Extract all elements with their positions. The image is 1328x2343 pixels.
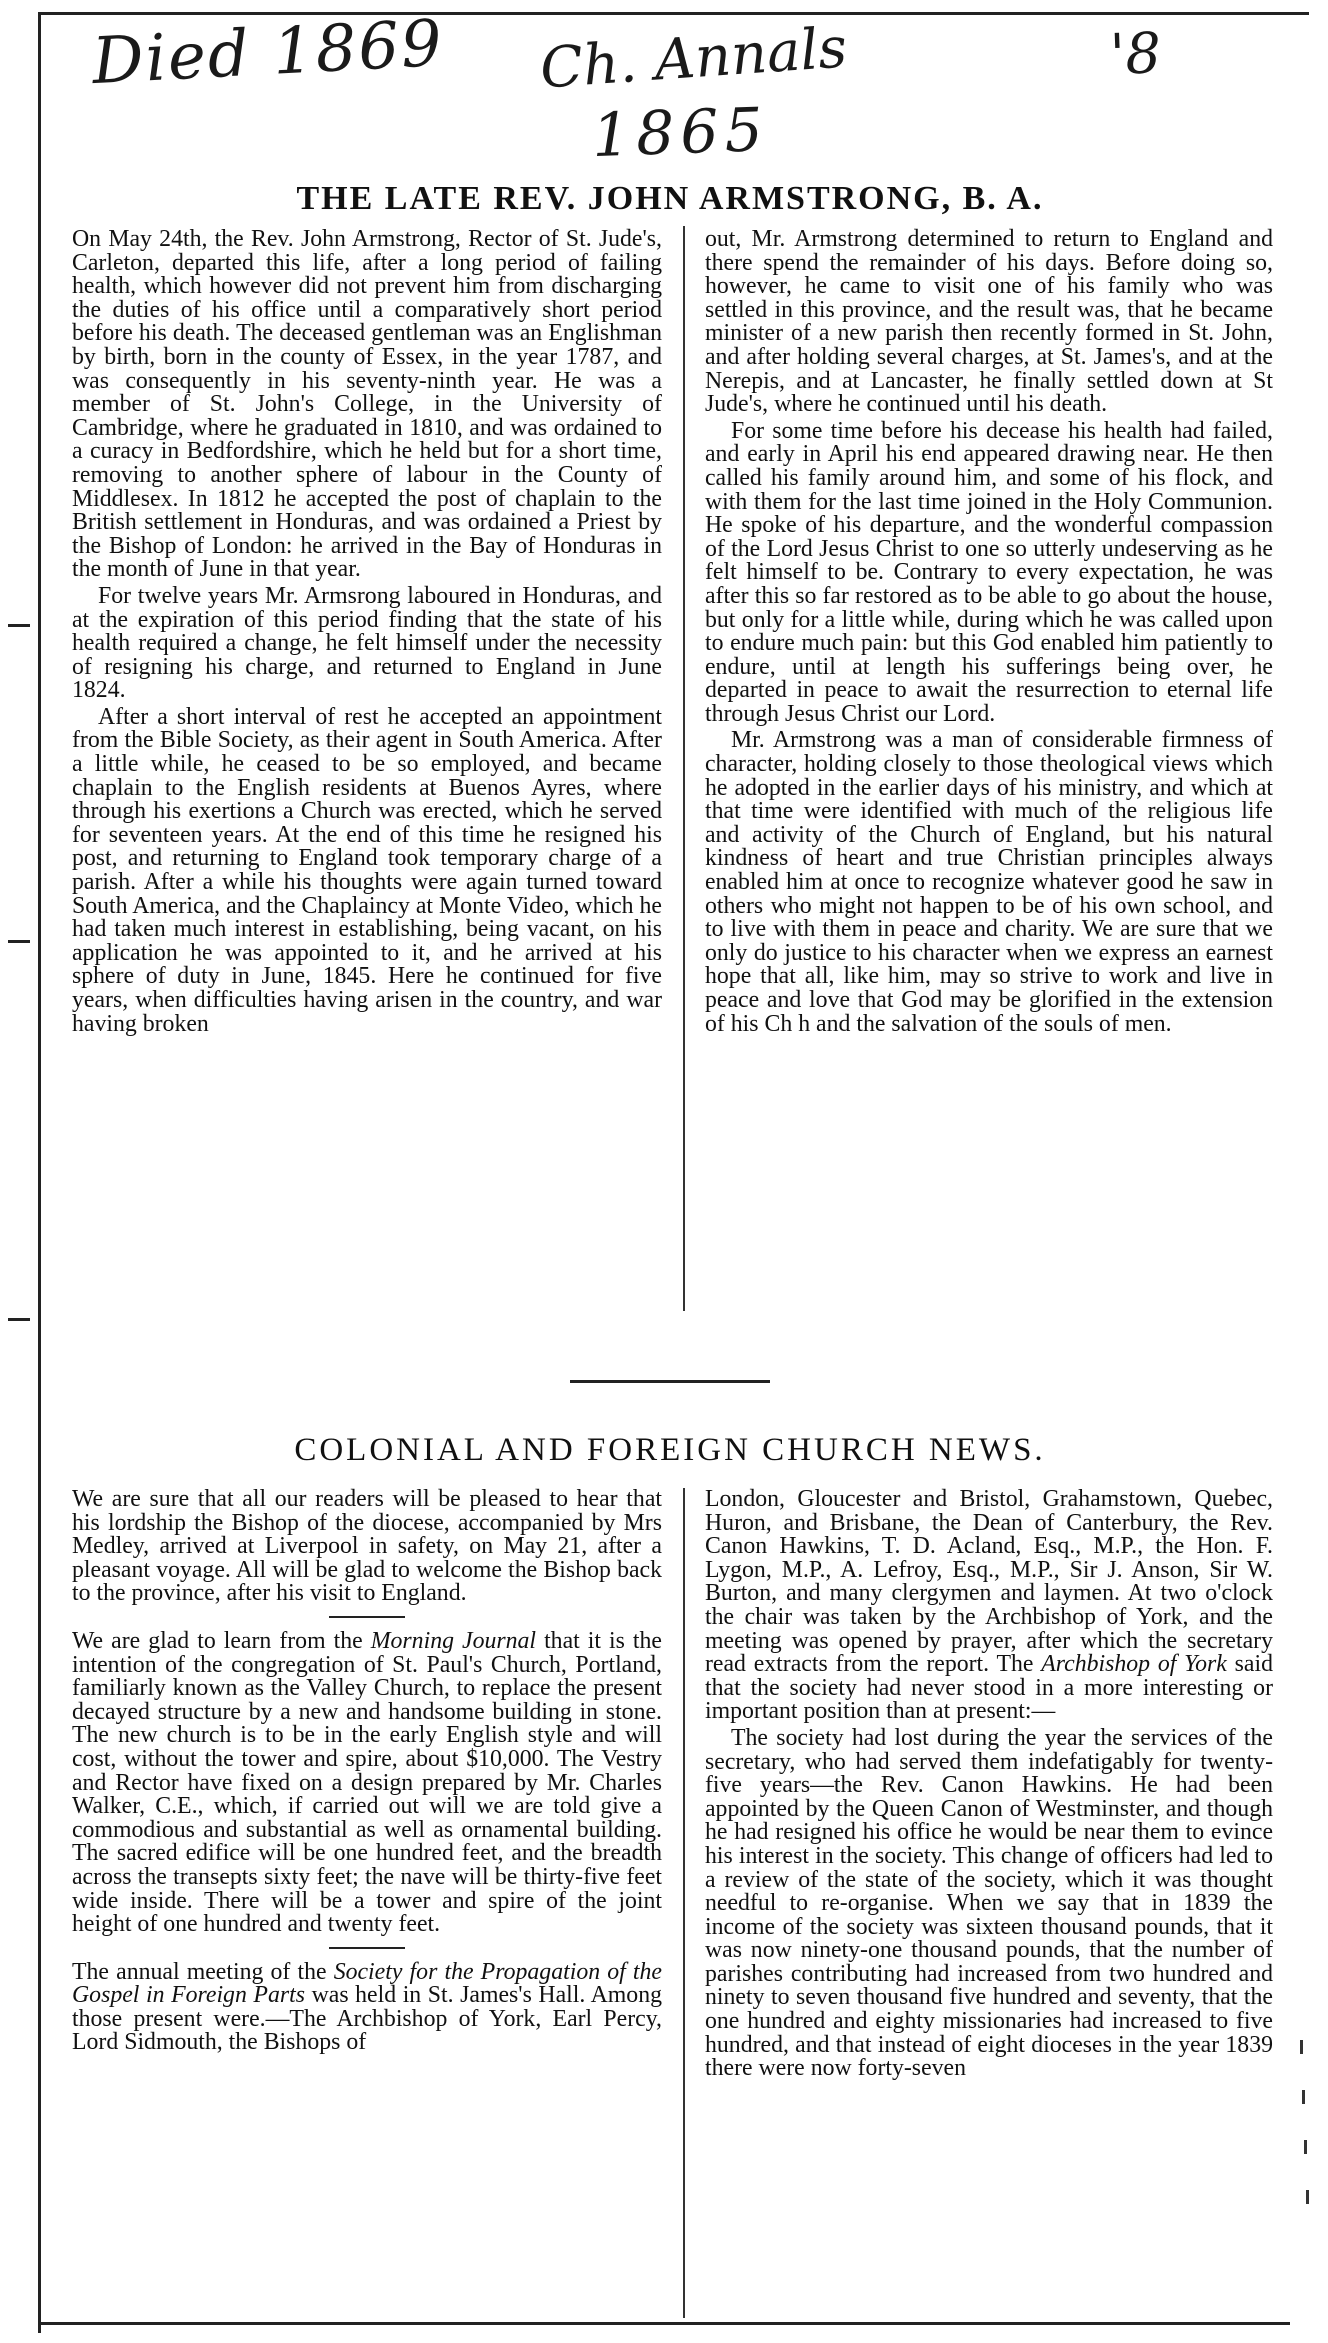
news-item (72, 1958, 662, 2056)
paragraph: For twelve years Mr. Armsrong laboured in Honduras, and at the expiration of this period finding that the state of his health required a change, he felt himself under the necessity of resigning his charge, and returned to England in June 1824. (72, 582, 662, 704)
scan-speck (1304, 2140, 1307, 2154)
handwritten-year: 1865 (590, 94, 770, 172)
margin-mark (8, 624, 30, 627)
section-separator (570, 1380, 770, 1383)
scan-speck (1306, 2190, 1309, 2204)
item-separator (329, 1616, 405, 1618)
text-run: that it is the intention of the congregation of St. Paul's Church, Portland, familiarly known as the Valley Church, to replace the present decayed structure by a new and handsome building in stone. The new church is to be in the early English style and will cost, without the tower and spire, about $10,000. The Vestry and Rector have fixed on a design prepared by Mr. Charles Walker, C.E., which, if carried out will we are told give a commodious and substantial as well as ornamental building. The sacred edifice will be one hundred feet, and the breadth across the transepts sixty feet; the nave will be thirty-five feet wide inside. There will be a tower and spire of the joint height of one hundred and twenty feet. (72, 1627, 662, 1938)
paragraph (705, 1488, 1273, 1724)
article-2-column-2 (705, 1488, 1273, 2328)
article-2-title: COLONIAL AND FOREIGN CHURCH NEWS. (294, 1432, 1046, 1468)
article-1-title: THE LATE REV. JOHN ARMSTRONG, B. A. (296, 180, 1044, 217)
text-run: We are glad to learn from the (72, 1627, 371, 1654)
handwritten-note-right: '8 (1108, 21, 1163, 88)
scan-speck (1302, 2090, 1305, 2104)
scan-speck (1300, 2040, 1303, 2054)
article-1-column-1 (72, 228, 662, 1308)
margin-mark (8, 940, 30, 943)
paragraph: The society had lost during the year the services of the secretary, who had served them indefatigably for twenty-five years—the Rev. Canon Hawkins. He had been appointed by the Queen Canon of Westminster, and though he had resigned his office he would be near them to evince his interest in the society. This change of officers had led to a review of the state of the society, which it was thought needful to re-organise. When we say that in 1839 the income of the society was sixteen thousand pounds, that it was now ninety-one thousand pounds, that the number of parishes contributing had increased from two hundred and ninety to seven thousand five hundred and seventy, that the one hundred and eighty missionaries had increased to five hundred, and that instead of eight dioceses in the year 1839 there were now forty-seven (705, 1724, 1273, 2082)
paragraph: On May 24th, the Rev. John Armstrong, Rector of St. Jude's, Carleton, departed this life, after a long period of failing health, which however did not prevent him from discharging the duties of his office until a comparatively short period before his death. The deceased gentleman was an Englishman by birth, born in the county of Essex, in the year 1787, and was consequently in his seventy-ninth year. He was a member of St. John's College, in the University of Cambridge, where he graduated in 1810, and was ordained to a curacy in Bedfordshire, which he held but for a short time, removing to another sphere of labour in the County of Middlesex. In 1812 he accepted the post of chaplain to the British settlement in Honduras, and was ordained a Priest by the Bishop of London: he arrived in the Bay of Honduras in the month of June in that year. (72, 228, 662, 583)
column-divider (683, 1488, 685, 2318)
news-item (72, 1627, 662, 1938)
paragraph: Mr. Armstrong was a man of considerable firmness of character, holding closely to those theological views which he adopted in the earlier days of his ministry, and which at that time were identified with much of the religious life and activity of the Church of England, but his natural kindness of heart and true Christian principles always enabled him at once to recognize whatever good he saw in others who might not happen to be of his own school, and to live with them in peace and charity. We are sure that we only do justice to his character when we express an earnest hope that all, like him, may so strive to work and live in peace and love that God may be glorified in the extension of his Ch h and the salvation of the souls of men. (705, 727, 1273, 1037)
society-name: Society for the Propagation of the Gospel in Foreign Parts (72, 1958, 662, 2009)
news-item: We are sure that all our readers will be pleased to hear that his lordship the Bishop of the diocese, accompanied by Mrs Medley, arrived at Liverpool in safety, on May 21, after a pleasant voyage. All will be glad to welcome the Bishop back to the province, after his visit to England. (72, 1488, 662, 1607)
newspaper-title: Morning Journal (370, 1627, 537, 1654)
item-separator (329, 1947, 405, 1949)
margin-mark (8, 1318, 30, 1321)
text-run: London, Gloucester and Bristol, Grahamstown, Quebec, Huron, and Brisbane, the Dean of Canterbury, the Rev. Canon Hawkins, T. D. Acland, Esq., M.P., the Hon. F. Lygon, M.P., A. Lefroy, Esq., M.P., Sir J. Anson, Sir W. Burton, and many clergymen and laymen. At two o'clock the chair was taken by the Archbishop of York, and the meeting was opened by prayer, after which the secretary read extracts from the report. The (705, 1488, 1273, 1678)
handwritten-note-left: Died 1869 (90, 6, 446, 100)
handwritten-note-middle: Ch. Annals (538, 15, 850, 102)
article-1-column-2 (705, 228, 1273, 1308)
text-run: was held in St. James's Hall. Among those present were.—The Archbishop of York, Earl Percy, Lord Sidmouth, the Bishops of (72, 1982, 662, 2056)
speaker-name: Archbishop of York (1041, 1651, 1227, 1678)
paragraph: After a short interval of rest he accepted an appointment from the Bible Society, as their agent in South America. After a little while, he ceased to be so employed, and became chaplain to the English residents at Buenos Ayres, where through his exertions a Church was erected, which he served for seventeen years. At the end of this time he resigned his post, and returning to England took temporary charge of a parish. After a while his thoughts were again turned toward South America, and the Chaplaincy at Monte Video, which he had taken much interest in establishing, being vacant, on his application he was appointed to it, and he arrived at his sphere of duty in June, 1845. Here he continued for five years, when difficulties having arisen in the country, and war having broken (72, 703, 662, 1037)
paragraph: out, Mr. Armstrong determined to return to England and there spend the remainder of his days. Before doing so, however, he came to visit one of his family who was settled in this province, and the result was, that he became minister of a new parish then recently formed in St. John, and after holding several charges, at St. James's, and at the Nerepis, and at Lancaster, he finally settled down at St Jude's, where he continued until his death. (705, 228, 1273, 418)
paragraph: For some time before his decease his health had failed, and early in April his end appeared drawing near. He then called his family around him, and some of his flock, and with them for the last time joined in the Holy Communion. He spoke of his departure, and the wonderful compassion of the Lord Jesus Christ to one so utterly undeserving as he felt himself to be. Contrary to every expectation, he was after this so far restored as to be able to go about the house, but only for a little while, during which he was called upon to endure much pain: but this God enabled him patiently to endure, until at length his sufferings being over, he departed in peace to await the resurrection to eternal life through Jesus Christ our Lord. (705, 417, 1273, 727)
column-divider (683, 226, 685, 1311)
article-2-column-1 (72, 1488, 662, 2328)
text-run: said that the society had never stood in a more interesting or important position than at present:— (705, 1651, 1273, 1725)
text-run: The annual meeting of the (72, 1958, 334, 1985)
